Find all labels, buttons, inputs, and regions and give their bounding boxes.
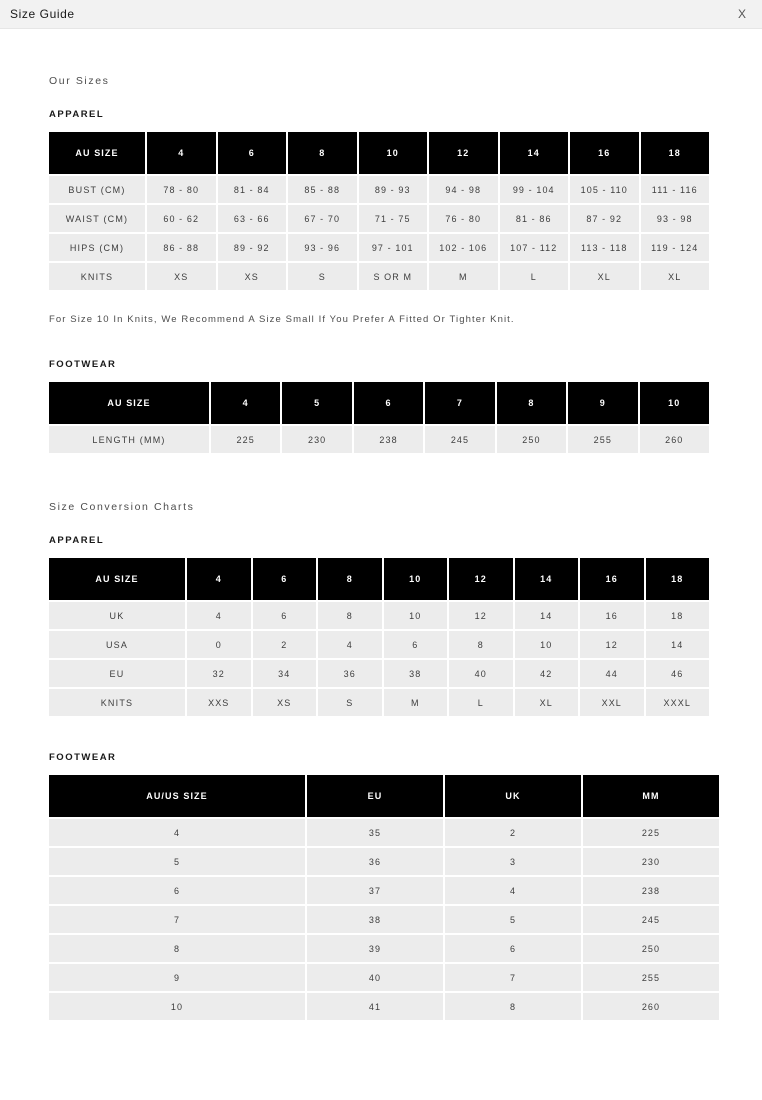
column-header: AU SIZE xyxy=(49,558,185,600)
column-header: UK xyxy=(445,775,581,817)
cell: 230 xyxy=(583,848,719,875)
conversion-footwear-table xyxy=(47,773,721,1022)
cell: 6 xyxy=(253,602,317,629)
cell: 5 xyxy=(49,848,305,875)
column-header: AU SIZE xyxy=(49,382,209,424)
column-header: 18 xyxy=(641,132,710,174)
table-header-row xyxy=(49,775,719,817)
cell: 89 - 93 xyxy=(359,176,428,203)
column-header: 8 xyxy=(497,382,566,424)
cell: 78 - 80 xyxy=(147,176,216,203)
conversion-footwear-label: FOOTWEAR xyxy=(49,752,117,763)
cell: 5 xyxy=(445,906,581,933)
cell: 76 - 80 xyxy=(429,205,498,232)
cell: 250 xyxy=(497,426,566,453)
column-header: 8 xyxy=(288,132,357,174)
conversion-heading: Size Conversion Charts xyxy=(49,501,195,513)
cell: XXXL xyxy=(646,689,710,716)
cell: 12 xyxy=(580,631,644,658)
cell: 250 xyxy=(583,935,719,962)
column-header: 12 xyxy=(429,132,498,174)
cell: 93 - 98 xyxy=(641,205,710,232)
table-header-row xyxy=(49,132,709,174)
table-row xyxy=(49,234,709,261)
column-header: 9 xyxy=(568,382,637,424)
cell: 105 - 110 xyxy=(570,176,639,203)
cell: 238 xyxy=(354,426,423,453)
cell: 14 xyxy=(515,602,579,629)
column-header: 10 xyxy=(384,558,448,600)
column-header: 7 xyxy=(425,382,494,424)
table-row xyxy=(49,964,719,991)
cell: 4 xyxy=(445,877,581,904)
cell: 4 xyxy=(187,602,251,629)
close-icon[interactable]: X xyxy=(734,6,750,22)
column-header: 4 xyxy=(211,382,280,424)
cell: 225 xyxy=(211,426,280,453)
cell: 238 xyxy=(583,877,719,904)
cell: 60 - 62 xyxy=(147,205,216,232)
cell: 102 - 106 xyxy=(429,234,498,261)
column-header: MM xyxy=(583,775,719,817)
cell: 14 xyxy=(646,631,710,658)
cell: 8 xyxy=(449,631,513,658)
cell: 230 xyxy=(282,426,351,453)
row-label: EU xyxy=(49,660,185,687)
cell: L xyxy=(449,689,513,716)
table-row xyxy=(49,631,709,658)
our-sizes-heading: Our Sizes xyxy=(49,75,110,87)
row-label: KNITS xyxy=(49,263,145,290)
cell: M xyxy=(384,689,448,716)
cell: 81 - 86 xyxy=(500,205,569,232)
cell: 32 xyxy=(187,660,251,687)
cell: 7 xyxy=(445,964,581,991)
cell: 6 xyxy=(445,935,581,962)
our-sizes-apparel-label: APPAREL xyxy=(49,109,105,120)
cell: 67 - 70 xyxy=(288,205,357,232)
our-sizes-footwear-label: FOOTWEAR xyxy=(49,359,117,370)
cell: 255 xyxy=(583,964,719,991)
row-label: LENGTH (MM) xyxy=(49,426,209,453)
cell: 35 xyxy=(307,819,443,846)
cell: 12 xyxy=(449,602,513,629)
column-header: 10 xyxy=(640,382,709,424)
cell: 8 xyxy=(49,935,305,962)
row-label: HIPS (CM) xyxy=(49,234,145,261)
cell: 81 - 84 xyxy=(218,176,287,203)
cell: 94 - 98 xyxy=(429,176,498,203)
cell: L xyxy=(500,263,569,290)
table-header-row xyxy=(49,558,709,600)
cell: 245 xyxy=(425,426,494,453)
cell: 86 - 88 xyxy=(147,234,216,261)
cell: 0 xyxy=(187,631,251,658)
cell: 225 xyxy=(583,819,719,846)
size-guide-content xyxy=(0,29,762,1062)
cell: 245 xyxy=(583,906,719,933)
cell: 7 xyxy=(49,906,305,933)
row-label: WAIST (CM) xyxy=(49,205,145,232)
page-title: Size Guide xyxy=(10,7,75,21)
cell: 40 xyxy=(449,660,513,687)
table-row xyxy=(49,426,709,453)
column-header: AU/US SIZE xyxy=(49,775,305,817)
cell: 42 xyxy=(515,660,579,687)
cell: 10 xyxy=(384,602,448,629)
table-row xyxy=(49,602,709,629)
cell: 38 xyxy=(384,660,448,687)
conversion-apparel-label: APPAREL xyxy=(49,535,105,546)
cell: 36 xyxy=(318,660,382,687)
column-header: 4 xyxy=(147,132,216,174)
cell: 4 xyxy=(318,631,382,658)
cell: 87 - 92 xyxy=(570,205,639,232)
cell: S xyxy=(288,263,357,290)
cell: 260 xyxy=(583,993,719,1020)
cell: 260 xyxy=(640,426,709,453)
cell: 46 xyxy=(646,660,710,687)
table-row xyxy=(49,205,709,232)
column-header: 8 xyxy=(318,558,382,600)
table-row xyxy=(49,689,709,716)
cell: 44 xyxy=(580,660,644,687)
cell: 10 xyxy=(515,631,579,658)
cell: 113 - 118 xyxy=(570,234,639,261)
cell: XS xyxy=(147,263,216,290)
column-header: EU xyxy=(307,775,443,817)
our-sizes-footwear-table xyxy=(47,380,711,455)
cell: 111 - 116 xyxy=(641,176,710,203)
cell: XS xyxy=(253,689,317,716)
cell: XL xyxy=(641,263,710,290)
cell: 63 - 66 xyxy=(218,205,287,232)
modal-header xyxy=(0,0,762,29)
table-row xyxy=(49,660,709,687)
cell: 40 xyxy=(307,964,443,991)
column-header: 14 xyxy=(515,558,579,600)
cell: 18 xyxy=(646,602,710,629)
row-label: UK xyxy=(49,602,185,629)
cell: XS xyxy=(218,263,287,290)
table-header-row xyxy=(49,382,709,424)
cell: 3 xyxy=(445,848,581,875)
our-sizes-apparel-table xyxy=(47,130,711,292)
cell: 2 xyxy=(445,819,581,846)
column-header: 16 xyxy=(570,132,639,174)
cell: 9 xyxy=(49,964,305,991)
table-row xyxy=(49,848,719,875)
cell: XL xyxy=(515,689,579,716)
cell: XL xyxy=(570,263,639,290)
cell: 85 - 88 xyxy=(288,176,357,203)
cell: 4 xyxy=(49,819,305,846)
table-row xyxy=(49,906,719,933)
cell: 10 xyxy=(49,993,305,1020)
table-row xyxy=(49,877,719,904)
cell: XXS xyxy=(187,689,251,716)
cell: 99 - 104 xyxy=(500,176,569,203)
cell: M xyxy=(429,263,498,290)
knits-note: For Size 10 In Knits, We Recommend A Size Small If You Prefer A Fitted Or Tighter Knit. xyxy=(49,314,515,325)
cell: 255 xyxy=(568,426,637,453)
column-header: 6 xyxy=(354,382,423,424)
cell: 16 xyxy=(580,602,644,629)
cell: 97 - 101 xyxy=(359,234,428,261)
column-header: 16 xyxy=(580,558,644,600)
table-row xyxy=(49,935,719,962)
column-header: 6 xyxy=(253,558,317,600)
cell: 36 xyxy=(307,848,443,875)
cell: S OR M xyxy=(359,263,428,290)
cell: 8 xyxy=(318,602,382,629)
row-label: BUST (CM) xyxy=(49,176,145,203)
cell: 39 xyxy=(307,935,443,962)
conversion-apparel-table xyxy=(47,556,711,718)
cell: 107 - 112 xyxy=(500,234,569,261)
cell: 71 - 75 xyxy=(359,205,428,232)
cell: 38 xyxy=(307,906,443,933)
column-header: 18 xyxy=(646,558,710,600)
column-header: 6 xyxy=(218,132,287,174)
cell: 41 xyxy=(307,993,443,1020)
column-header: AU SIZE xyxy=(49,132,145,174)
cell: 6 xyxy=(49,877,305,904)
cell: 6 xyxy=(384,631,448,658)
table-row xyxy=(49,993,719,1020)
column-header: 10 xyxy=(359,132,428,174)
cell: 37 xyxy=(307,877,443,904)
cell: 119 - 124 xyxy=(641,234,710,261)
table-row xyxy=(49,819,719,846)
cell: XXL xyxy=(580,689,644,716)
column-header: 14 xyxy=(500,132,569,174)
cell: 89 - 92 xyxy=(218,234,287,261)
row-label: KNITS xyxy=(49,689,185,716)
cell: 93 - 96 xyxy=(288,234,357,261)
cell: S xyxy=(318,689,382,716)
row-label: USA xyxy=(49,631,185,658)
cell: 2 xyxy=(253,631,317,658)
cell: 34 xyxy=(253,660,317,687)
cell: 8 xyxy=(445,993,581,1020)
table-row xyxy=(49,263,709,290)
column-header: 5 xyxy=(282,382,351,424)
column-header: 4 xyxy=(187,558,251,600)
table-row xyxy=(49,176,709,203)
column-header: 12 xyxy=(449,558,513,600)
